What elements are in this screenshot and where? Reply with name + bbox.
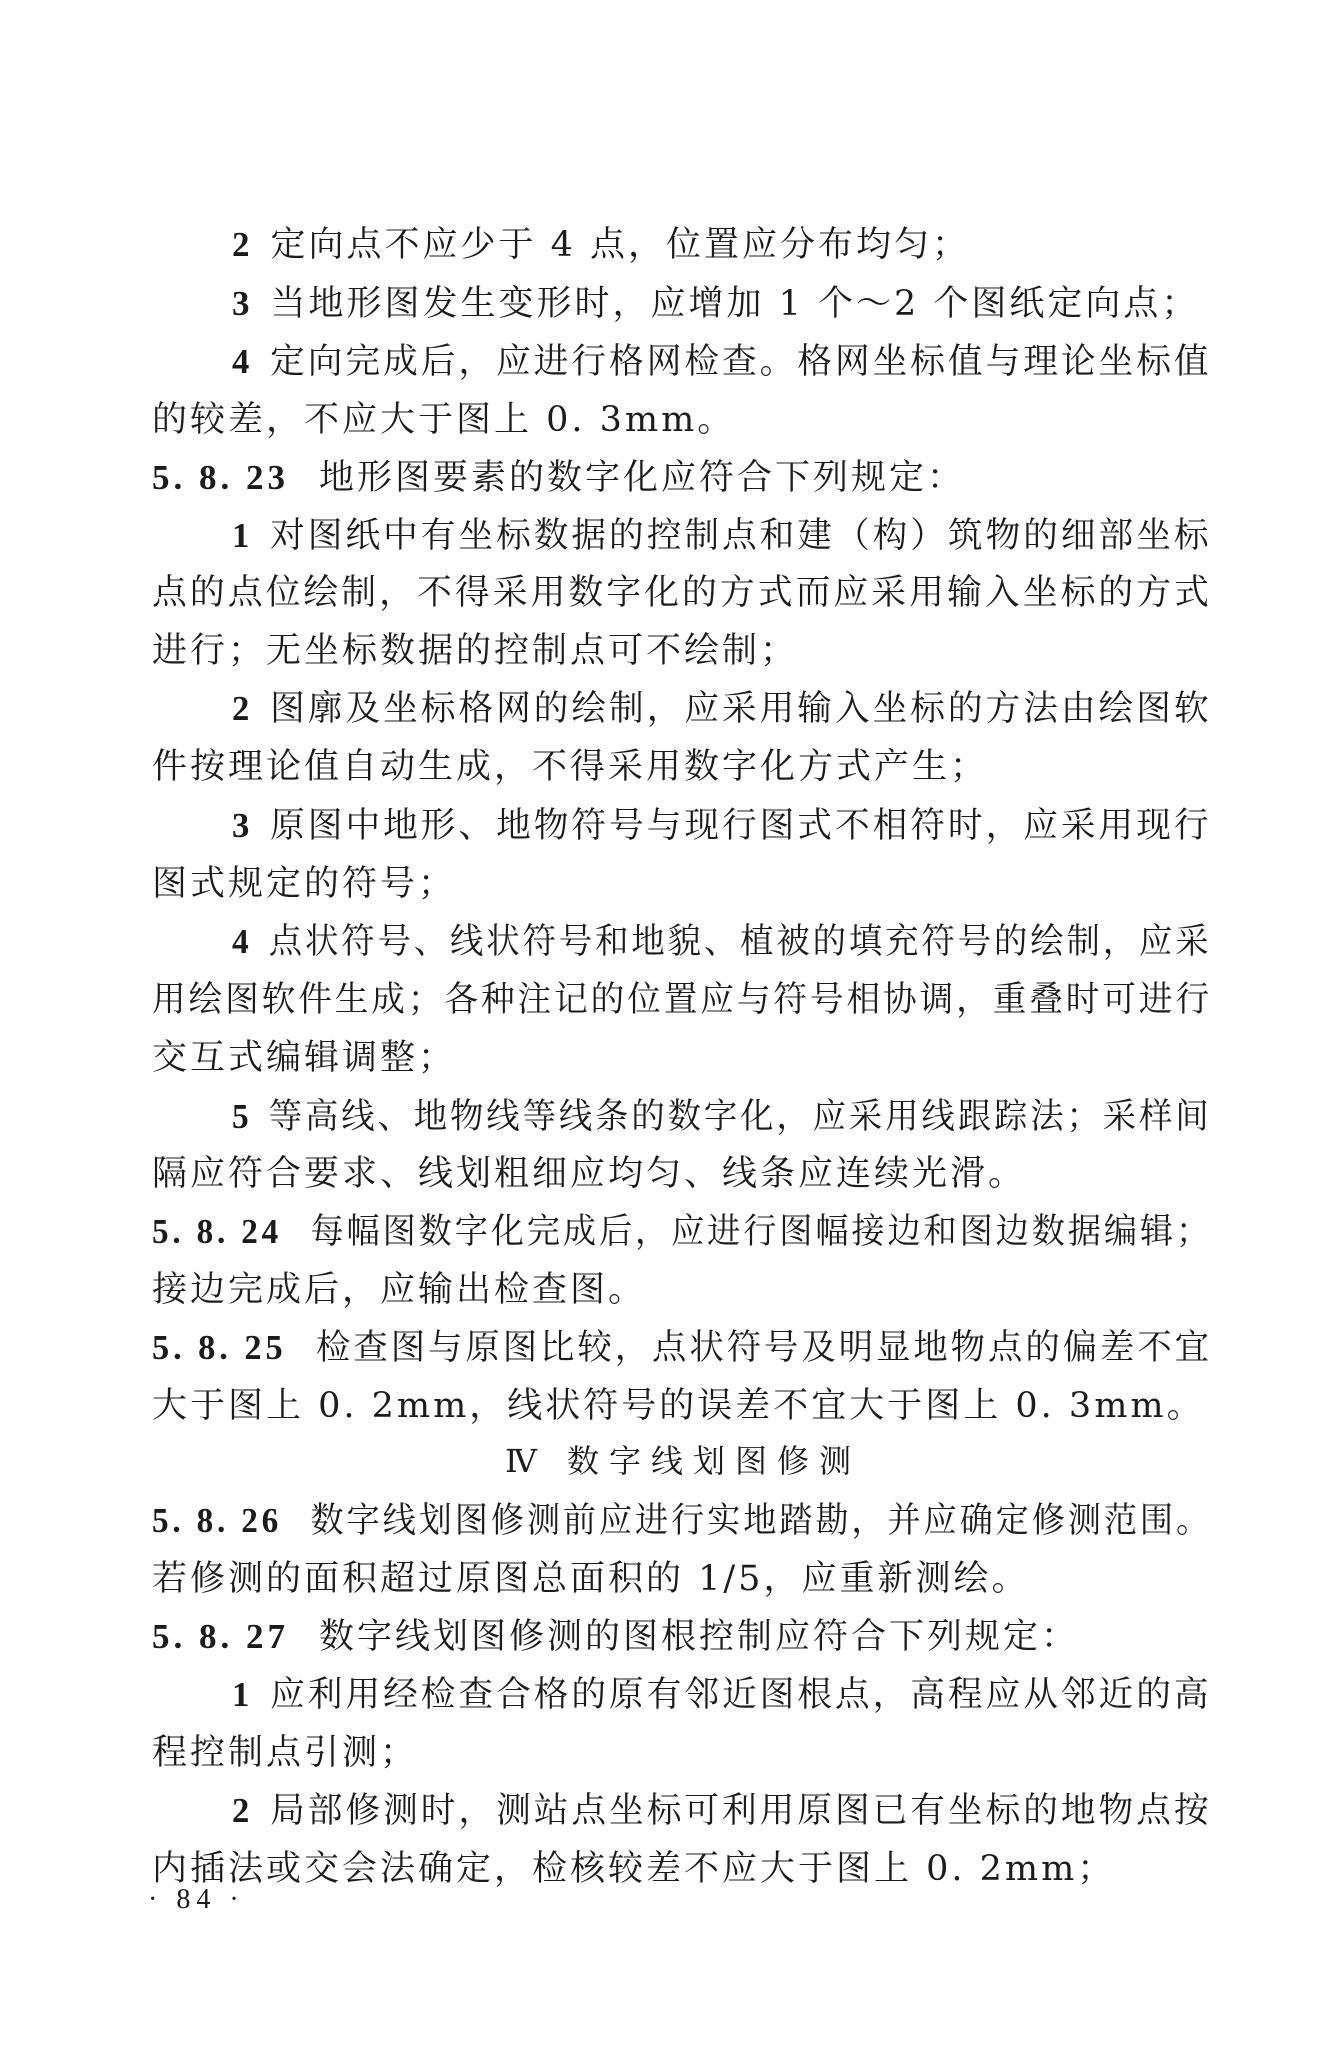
text-line — [232, 911, 1212, 973]
line-text: 等高线、地物线等线条的数字化，应采用线跟踪法；采样间 — [268, 1097, 1212, 1137]
clause-number: 5. 8. 27 — [152, 1617, 289, 1656]
text-line — [152, 1375, 1205, 1437]
text-line — [152, 562, 1212, 624]
text-line — [152, 389, 735, 451]
clause-number: 5. 8. 26 — [152, 1501, 283, 1540]
item-number: 2 — [232, 1791, 253, 1830]
line-text: 隔应符合要求、线划粗细应均匀、线条应连续光滑。 — [152, 1154, 1027, 1194]
line-text: 对图纸中有坐标数据的控制点和建（构）筑物的细部坐标 — [270, 516, 1212, 556]
line-text: 图式规定的符号； — [152, 864, 457, 904]
clause-number: 5. 8. 25 — [152, 1328, 287, 1367]
item-number: 2 — [232, 689, 253, 728]
text-line — [152, 1838, 1115, 1900]
text-line — [152, 1259, 646, 1321]
line-text: 件按理论值自动生成，不得采用数字化方式产生； — [152, 747, 989, 787]
line-text: 图廓及坐标格网的绘制，应采用输入坐标的方法由绘图软 — [270, 689, 1212, 729]
clause-line — [152, 1490, 1212, 1552]
text-line — [232, 1664, 1212, 1726]
text-line — [152, 1722, 418, 1784]
item-number: 1 — [232, 1675, 253, 1714]
line-text: 点的点位绘制，不得采用数字化的方式而应采用输入坐标的方式 — [152, 573, 1213, 613]
item-number: 3 — [232, 806, 253, 845]
clause-number: 5. 8. 24 — [152, 1212, 283, 1251]
text-line — [152, 736, 988, 798]
line-text: 定向点不应少于 4 点，位置应分布均匀； — [270, 225, 971, 265]
line-text: 应利用经检查合格的原有邻近图根点，高程应从邻近的高 — [270, 1675, 1212, 1715]
item-number: 3 — [232, 284, 253, 323]
section-subheading — [505, 1430, 861, 1492]
page-number: · 84 · — [148, 1884, 245, 1915]
line-text: 局部修测时，测站点坐标可利用原图已有坐标的地物点按 — [270, 1791, 1212, 1831]
line-text: 大于图上 0. 2mm，线状符号的误差不宜大于图上 0. 3mm。 — [152, 1386, 1205, 1426]
clause-line — [152, 447, 965, 509]
line-text: 用绘图软件生成；各种注记的位置应与符号相协调，重叠时可进行 — [152, 980, 1213, 1020]
line-text: 每幅图数字化完成后，应进行图幅接边和图边数据编辑； — [310, 1212, 1213, 1252]
line-text: 进行；无坐标数据的控制点可不绘制； — [152, 631, 799, 671]
item-number: 4 — [232, 922, 252, 961]
line-text: 原图中地形、地物符号与现行图式不相符时，应采用现行 — [270, 806, 1212, 846]
text-line — [152, 1548, 1029, 1610]
item-number: 4 — [232, 342, 253, 381]
line-text: 数字线划图修测的图根控制应符合下列规定： — [319, 1617, 1080, 1657]
item-number: 1 — [232, 516, 253, 555]
line-text: 若修测的面积超过原图总面积的 1/5，应重新测绘。 — [152, 1559, 1030, 1599]
text-line — [232, 214, 970, 276]
text-line — [152, 620, 798, 682]
line-text: 接边完成后，应输出检查图。 — [152, 1270, 647, 1310]
section-roman-numeral: Ⅳ — [505, 1443, 537, 1479]
text-line — [152, 1143, 1026, 1205]
line-text: 当地形图发生变形时，应增加 1 个～2 个图纸定向点； — [270, 284, 1200, 324]
clause-number: 5. 8. 23 — [152, 458, 289, 497]
line-text: 点状符号、线状符号和地貌、植被的填充符号的绘制，应采 — [268, 922, 1212, 962]
text-line — [232, 1086, 1212, 1148]
text-line — [232, 1780, 1212, 1842]
text-line — [232, 795, 1212, 857]
line-text: 定向完成后，应进行格网检查。格网坐标值与理论坐标值 — [270, 342, 1212, 382]
line-text: 的较差，不应大于图上 0. 3mm。 — [152, 400, 736, 440]
section-subheading-text: 数字线划图修测 — [566, 1442, 861, 1480]
text-line — [232, 678, 1212, 740]
line-text: 数字线划图修测前应进行实地踏勘，并应确定修测范围。 — [310, 1501, 1213, 1541]
text-line — [152, 853, 456, 915]
clause-line — [152, 1317, 1212, 1379]
text-line — [232, 273, 1199, 335]
item-number: 5 — [232, 1097, 252, 1136]
line-text: 内插法或交会法确定，检核较差不应大于图上 0. 2mm； — [152, 1849, 1116, 1889]
item-number: 2 — [232, 225, 253, 264]
line-text: 程控制点引测； — [152, 1733, 419, 1773]
text-line — [232, 505, 1212, 567]
text-line — [152, 969, 1212, 1031]
clause-line — [152, 1201, 1212, 1263]
line-text: 检查图与原图比较，点状符号及明显地物点的偏差不宜 — [316, 1328, 1213, 1368]
text-line — [232, 331, 1212, 393]
line-text: 交互式编辑调整； — [152, 1038, 457, 1078]
text-line — [152, 1027, 456, 1089]
clause-line — [152, 1606, 1079, 1668]
line-text: 地形图要素的数字化应符合下列规定： — [319, 458, 966, 498]
